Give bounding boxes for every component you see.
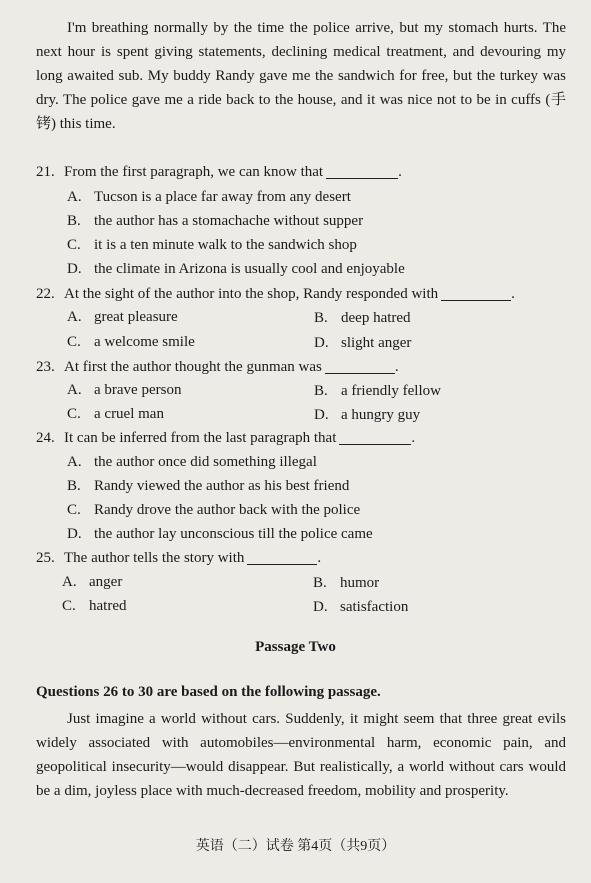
question-23: [36, 355, 566, 379]
option-text: Tucson is a place far away from any desert: [94, 189, 351, 205]
option-24-d: [67, 522, 373, 546]
question-tail: .: [411, 430, 416, 446]
option-text: great pleasure: [94, 309, 178, 325]
answer-blank: [325, 357, 395, 374]
option-text: the climate in Arizona is usually cool and enjoyable: [94, 261, 405, 277]
option-22-b: [314, 306, 411, 330]
option-23-b: [314, 379, 441, 403]
option-letter: A.: [67, 309, 82, 325]
question-number: 21.: [36, 164, 55, 180]
option-letter: A.: [67, 189, 82, 205]
passage-two-paragraph: Just imagine a world without cars. Suddenly, it might seem that three great evils widely associated with automobiles—environmental harm, economic pain, and geopolitical insecurity—would disappear. But realistically, a world without cars would be a dim, joyless place with much-decreased freedom, mobility and prosperity.: [36, 711, 566, 799]
question-tail: .: [511, 286, 515, 302]
question-number: 23.: [36, 359, 55, 375]
option-text: hatred: [89, 598, 127, 614]
option-letter: C.: [62, 598, 76, 614]
option-25-b: [313, 571, 379, 595]
option-text: a friendly fellow: [341, 383, 441, 399]
option-letter: B.: [67, 478, 81, 494]
option-25-a: [62, 570, 122, 594]
option-22-c: [67, 330, 195, 354]
option-text: a cruel man: [94, 406, 164, 422]
option-letter: D.: [314, 407, 329, 423]
option-letter: B.: [314, 383, 328, 399]
option-letter: C.: [67, 334, 81, 350]
option-21-c: [67, 233, 357, 257]
option-22-a: [67, 305, 178, 329]
option-text: Randy viewed the author as his best friend: [94, 478, 350, 494]
question-number: 22.: [36, 286, 55, 302]
option-23-d: [314, 403, 420, 427]
page-footer: 英语（二）试卷 第4页（共9页）: [195, 839, 396, 854]
option-letter: B.: [314, 310, 328, 326]
passage-one-final-paragraph: I'm breathing normally by the time the police arrive, but my stomach hurts. The next hour is spent giving statements, declining medical treatment, and devouring my long awaited sub. My buddy Randy gave me the sandwich for free, but the turkey was dry. The police gave me a ride back to the house, and it was nice not to be in cuffs (手铐) this time.: [36, 20, 566, 132]
option-letter: C.: [67, 237, 81, 253]
question-stem: It can be inferred from the last paragraph that: [64, 430, 337, 446]
option-22-d: [314, 331, 411, 355]
question-24: [36, 426, 566, 450]
option-21-a: [67, 185, 351, 209]
passage-two-heading: Passage Two: [255, 639, 336, 655]
option-text: the author once did something illegal: [94, 454, 317, 470]
option-25-d: [313, 595, 408, 619]
option-text: the author has a stomachache without supper: [94, 213, 364, 229]
option-text: slight anger: [341, 335, 412, 351]
option-24-a: [67, 450, 317, 474]
option-letter: C.: [67, 502, 81, 518]
question-tail: .: [398, 164, 402, 180]
option-24-c: [67, 498, 360, 522]
option-letter: B.: [313, 575, 327, 591]
question-tail: .: [394, 359, 399, 375]
question-stem: At first the author thought the gunman was: [64, 359, 322, 375]
option-letter: A.: [62, 574, 77, 590]
question-stem: From the first paragraph, we can know that: [64, 164, 324, 180]
option-24-b: [67, 474, 349, 498]
option-letter: B.: [67, 213, 81, 229]
option-letter: D.: [67, 261, 82, 277]
question-21: [36, 160, 566, 184]
question-number: 24.: [36, 430, 55, 446]
option-letter: D.: [314, 335, 329, 351]
option-text: a brave person: [94, 382, 182, 398]
answer-blank: [326, 162, 398, 179]
question-25: [36, 546, 566, 570]
option-text: a welcome smile: [94, 334, 195, 350]
option-text: anger: [89, 574, 123, 590]
option-23-a: [67, 378, 181, 402]
answer-blank: [339, 428, 411, 445]
question-number: 25.: [36, 550, 55, 566]
option-letter: C.: [67, 406, 81, 422]
option-text: a hungry guy: [341, 407, 421, 423]
option-text: satisfaction: [340, 599, 409, 615]
answer-blank: [247, 548, 317, 565]
question-22: [36, 282, 566, 306]
question-stem: The author tells the story with: [64, 550, 245, 566]
option-text: it is a ten minute walk to the sandwich shop: [94, 237, 357, 253]
question-tail: .: [317, 550, 322, 566]
option-letter: A.: [67, 382, 82, 398]
option-text: the author lay unconscious till the police came: [94, 526, 373, 542]
option-letter: D.: [313, 599, 328, 615]
option-letter: A.: [67, 454, 82, 470]
question-stem: At the sight of the author into the shop, Randy responded with: [64, 286, 439, 302]
passage-two-instruction: Questions 26 to 30 are based on the following passage.: [36, 684, 381, 700]
option-text: humor: [340, 575, 380, 591]
option-text: deep hatred: [341, 310, 411, 326]
option-text: Randy drove the author back with the police: [94, 502, 361, 518]
answer-blank: [441, 284, 511, 301]
option-21-b: [67, 209, 363, 233]
option-letter: D.: [67, 526, 82, 542]
option-23-c: [67, 402, 164, 426]
option-25-c: [62, 594, 126, 618]
option-21-d: [67, 257, 405, 281]
